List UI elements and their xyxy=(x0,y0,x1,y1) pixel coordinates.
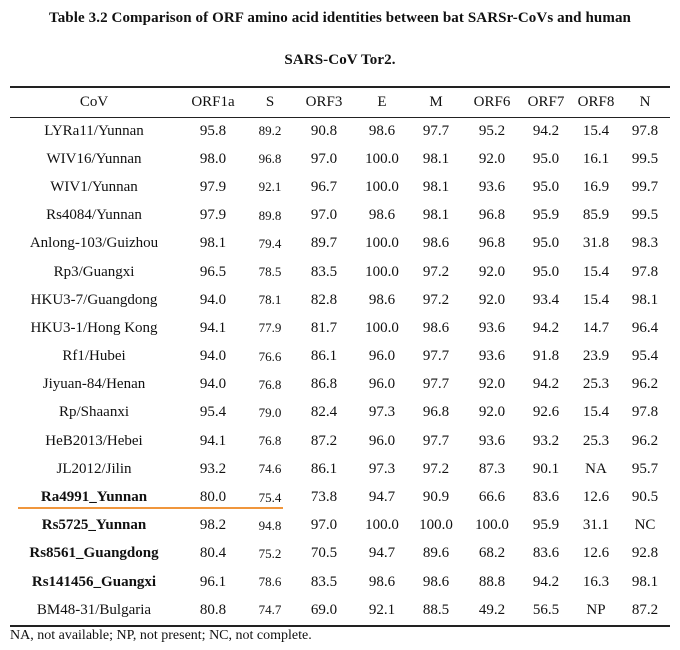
value-cell-orf6: 96.8 xyxy=(478,207,506,224)
value-cell-orf7: 93.2 xyxy=(532,432,560,449)
value-cell-n: 97.8 xyxy=(631,122,659,139)
value-cell-e: 100.0 xyxy=(365,178,399,195)
bottom-rule xyxy=(10,625,670,627)
value-cell-orf3: 83.5 xyxy=(310,573,338,590)
table-row xyxy=(10,230,670,258)
value-cell-e: 100.0 xyxy=(365,319,399,336)
value-cell-orf6: 93.6 xyxy=(478,348,506,365)
table-row xyxy=(10,596,670,624)
highlight-underline xyxy=(18,507,283,509)
value-cell-orf1a: 95.8 xyxy=(199,122,227,139)
value-cell-orf3: 86.1 xyxy=(310,460,338,477)
cov-name-cell: WIV16/Yunnan xyxy=(46,150,142,167)
value-cell-n: 95.7 xyxy=(631,460,659,477)
cov-name-cell: Jiyuan-84/Henan xyxy=(42,376,146,393)
value-cell-n: 96.4 xyxy=(631,319,659,336)
value-cell-orf7: 94.2 xyxy=(532,319,560,336)
value-cell-orf6: 95.2 xyxy=(478,122,506,139)
value-cell-orf1a: 98.1 xyxy=(199,235,227,252)
header-cov: CoV xyxy=(79,94,109,110)
value-cell-orf3: 90.8 xyxy=(310,122,338,139)
cov-name-cell: Rf1/Hubei xyxy=(62,348,126,365)
value-cell-orf3: 69.0 xyxy=(310,601,338,618)
value-cell-s: 79.4 xyxy=(258,235,282,251)
table-body xyxy=(10,117,670,624)
header-s: S xyxy=(265,94,275,110)
value-cell-orf3: 86.1 xyxy=(310,348,338,365)
value-cell-m: 98.1 xyxy=(422,207,450,224)
cov-name-cell: Rp3/Guangxi xyxy=(53,263,135,280)
value-cell-m: 97.7 xyxy=(422,432,450,449)
value-cell-orf7: 83.6 xyxy=(532,545,560,562)
value-cell-orf6: 92.0 xyxy=(478,291,506,308)
value-cell-orf8: 12.6 xyxy=(582,489,610,506)
table-title-line1: Table 3.2 Comparison of ORF amino acid identities between bat SARSr-CoVs and human xyxy=(48,10,631,26)
value-cell-orf6: 92.0 xyxy=(478,263,506,280)
value-cell-orf7: 91.8 xyxy=(532,348,560,365)
value-cell-orf7: 56.5 xyxy=(532,601,560,618)
value-cell-e: 96.0 xyxy=(368,376,396,393)
value-cell-m: 98.1 xyxy=(422,150,450,167)
table-row xyxy=(10,173,670,201)
table-row xyxy=(10,286,670,314)
table-row xyxy=(10,258,670,286)
value-cell-orf6: 93.6 xyxy=(478,178,506,195)
cov-name-cell: HKU3-1/Hong Kong xyxy=(30,319,158,336)
value-cell-orf7: 95.0 xyxy=(532,178,560,195)
value-cell-orf8: NP xyxy=(586,601,606,618)
value-cell-n: 97.8 xyxy=(631,263,659,280)
value-cell-e: 100.0 xyxy=(365,150,399,167)
value-cell-orf8: 23.9 xyxy=(582,348,610,365)
value-cell-orf7: 83.6 xyxy=(532,489,560,506)
value-cell-s: 78.1 xyxy=(258,292,282,308)
value-cell-n: 96.2 xyxy=(631,376,659,393)
value-cell-e: 96.0 xyxy=(368,432,396,449)
value-cell-orf6: 66.6 xyxy=(478,489,506,506)
value-cell-orf8: 15.4 xyxy=(582,404,610,421)
value-cell-s: 89.8 xyxy=(258,207,282,223)
table-row xyxy=(10,314,670,342)
cov-name-cell: Rs4084/Yunnan xyxy=(46,207,142,224)
value-cell-n: 96.2 xyxy=(631,432,659,449)
value-cell-m: 90.9 xyxy=(422,489,450,506)
value-cell-orf3: 82.8 xyxy=(310,291,338,308)
value-cell-orf3: 73.8 xyxy=(310,489,338,506)
value-cell-orf3: 96.7 xyxy=(310,178,338,195)
header-n: N xyxy=(639,94,651,110)
value-cell-orf8: 12.6 xyxy=(582,545,610,562)
value-cell-e: 98.6 xyxy=(368,122,396,139)
table-row xyxy=(10,145,670,173)
cov-name-cell: Anlong-103/Guizhou xyxy=(29,235,159,252)
value-cell-orf1a: 97.9 xyxy=(199,207,227,224)
cov-name-cell: Rs5725_Yunnan xyxy=(41,517,147,534)
value-cell-orf7: 95.0 xyxy=(532,263,560,280)
cov-name-cell: Rs8561_Guangdong xyxy=(29,545,159,562)
value-cell-orf1a: 94.1 xyxy=(199,319,227,336)
table-row xyxy=(10,202,670,230)
value-cell-orf7: 94.2 xyxy=(532,573,560,590)
value-cell-orf8: 25.3 xyxy=(582,432,610,449)
value-cell-orf6: 100.0 xyxy=(475,517,509,534)
value-cell-m: 100.0 xyxy=(419,517,453,534)
header-e: E xyxy=(377,94,387,110)
value-cell-orf8: 16.9 xyxy=(582,178,610,195)
value-cell-orf6: 68.2 xyxy=(478,545,506,562)
footnote: NA, not available; NP, not present; NC, not complete. xyxy=(10,628,312,643)
value-cell-n: 99.7 xyxy=(631,178,659,195)
value-cell-e: 98.6 xyxy=(368,207,396,224)
cov-name-cell: BM48-31/Bulgaria xyxy=(36,601,152,618)
value-cell-s: 92.1 xyxy=(258,179,282,195)
value-cell-orf1a: 96.1 xyxy=(199,573,227,590)
value-cell-s: 94.8 xyxy=(258,517,282,533)
table-row xyxy=(10,343,670,371)
value-cell-m: 96.8 xyxy=(422,404,450,421)
value-cell-orf8: 31.8 xyxy=(582,235,610,252)
value-cell-orf1a: 98.0 xyxy=(199,150,227,167)
value-cell-n: 98.1 xyxy=(631,573,659,590)
value-cell-s: 78.5 xyxy=(258,264,282,280)
value-cell-s: 76.8 xyxy=(258,433,282,449)
value-cell-orf7: 95.9 xyxy=(532,207,560,224)
value-cell-orf1a: 93.2 xyxy=(199,460,227,477)
value-cell-orf7: 94.2 xyxy=(532,122,560,139)
value-cell-n: 97.8 xyxy=(631,404,659,421)
value-cell-orf8: 25.3 xyxy=(582,376,610,393)
value-cell-orf8: 15.4 xyxy=(582,263,610,280)
value-cell-s: 77.9 xyxy=(258,320,282,336)
value-cell-n: 95.4 xyxy=(631,348,659,365)
value-cell-orf1a: 94.0 xyxy=(199,348,227,365)
value-cell-m: 98.1 xyxy=(422,178,450,195)
value-cell-s: 79.0 xyxy=(258,404,282,420)
value-cell-n: 98.1 xyxy=(631,291,659,308)
cov-name-cell: WIV1/Yunnan xyxy=(50,178,138,195)
value-cell-orf7: 90.1 xyxy=(532,460,560,477)
value-cell-e: 92.1 xyxy=(368,601,396,618)
table-row xyxy=(10,455,670,483)
value-cell-orf3: 89.7 xyxy=(310,235,338,252)
value-cell-e: 98.6 xyxy=(368,291,396,308)
value-cell-orf1a: 94.0 xyxy=(199,376,227,393)
cov-name-cell: JL2012/Jilin xyxy=(56,460,132,477)
value-cell-e: 94.7 xyxy=(368,489,396,506)
value-cell-orf3: 82.4 xyxy=(310,404,338,421)
value-cell-orf6: 96.8 xyxy=(478,235,506,252)
value-cell-orf1a: 94.1 xyxy=(199,432,227,449)
value-cell-s: 78.6 xyxy=(258,574,282,590)
value-cell-orf8: 15.4 xyxy=(582,122,610,139)
value-cell-s: 75.2 xyxy=(258,545,282,561)
value-cell-orf8: 31.1 xyxy=(582,517,610,534)
cov-name-cell: Rs141456_Guangxi xyxy=(31,573,157,590)
table-row xyxy=(10,512,670,540)
value-cell-orf8: 15.4 xyxy=(582,291,610,308)
value-cell-orf3: 83.5 xyxy=(310,263,338,280)
cov-name-cell: Ra4991_Yunnan xyxy=(40,489,148,506)
value-cell-e: 100.0 xyxy=(365,235,399,252)
header-orf6: ORF6 xyxy=(473,94,511,110)
table-row xyxy=(10,568,670,596)
cov-name-cell: HeB2013/Hebei xyxy=(45,432,143,449)
value-cell-orf7: 95.9 xyxy=(532,517,560,534)
header-orf1a: ORF1a xyxy=(191,94,235,110)
value-cell-e: 100.0 xyxy=(365,263,399,280)
table-row xyxy=(10,427,670,455)
table-row xyxy=(10,371,670,399)
value-cell-orf3: 70.5 xyxy=(310,545,338,562)
value-cell-orf7: 92.6 xyxy=(532,404,560,421)
cov-name-cell: Rp/Shaanxi xyxy=(59,404,129,421)
table-title-line2: SARS-CoV Tor2. xyxy=(284,52,396,68)
table-row xyxy=(10,540,670,568)
value-cell-orf6: 88.8 xyxy=(478,573,506,590)
table-row xyxy=(10,399,670,427)
value-cell-s: 76.8 xyxy=(258,376,282,392)
value-cell-m: 98.6 xyxy=(422,319,450,336)
value-cell-orf1a: 95.4 xyxy=(199,404,227,421)
header-orf7: ORF7 xyxy=(527,94,565,110)
value-cell-orf7: 95.0 xyxy=(532,150,560,167)
value-cell-n: 87.2 xyxy=(631,601,659,618)
value-cell-m: 97.2 xyxy=(422,460,450,477)
value-cell-n: NC xyxy=(634,517,656,534)
value-cell-n: 98.3 xyxy=(631,235,659,252)
value-cell-e: 100.0 xyxy=(365,517,399,534)
orf-identity-table xyxy=(10,88,670,624)
header-m: M xyxy=(429,94,443,110)
header-orf3: ORF3 xyxy=(305,94,343,110)
value-cell-e: 96.0 xyxy=(368,348,396,365)
value-cell-orf6: 92.0 xyxy=(478,404,506,421)
value-cell-m: 97.2 xyxy=(422,291,450,308)
value-cell-m: 98.6 xyxy=(422,573,450,590)
value-cell-n: 90.5 xyxy=(631,489,659,506)
value-cell-orf1a: 96.5 xyxy=(199,263,227,280)
value-cell-orf7: 93.4 xyxy=(532,291,560,308)
value-cell-e: 97.3 xyxy=(368,460,396,477)
value-cell-n: 99.5 xyxy=(631,150,659,167)
value-cell-orf3: 97.0 xyxy=(310,150,338,167)
value-cell-m: 88.5 xyxy=(422,601,450,618)
value-cell-orf3: 87.2 xyxy=(310,432,338,449)
value-cell-m: 97.2 xyxy=(422,263,450,280)
value-cell-orf1a: 98.2 xyxy=(199,517,227,534)
value-cell-orf8: 16.3 xyxy=(582,573,610,590)
value-cell-n: 99.5 xyxy=(631,207,659,224)
value-cell-s: 96.8 xyxy=(258,151,282,167)
value-cell-m: 97.7 xyxy=(422,348,450,365)
value-cell-orf8: 14.7 xyxy=(582,319,610,336)
value-cell-s: 89.2 xyxy=(258,123,282,139)
value-cell-orf3: 97.0 xyxy=(310,517,338,534)
value-cell-orf1a: 80.8 xyxy=(199,601,227,618)
value-cell-s: 75.4 xyxy=(258,489,282,505)
value-cell-orf8: NA xyxy=(585,460,607,477)
value-cell-orf6: 93.6 xyxy=(478,319,506,336)
cov-name-cell: LYRa11/Yunnan xyxy=(44,122,144,139)
value-cell-m: 89.6 xyxy=(422,545,450,562)
value-cell-orf3: 97.0 xyxy=(310,207,338,224)
value-cell-orf6: 49.2 xyxy=(478,601,506,618)
table-row xyxy=(10,117,670,145)
value-cell-e: 94.7 xyxy=(368,545,396,562)
value-cell-n: 92.8 xyxy=(631,545,659,562)
header-row xyxy=(10,88,670,117)
value-cell-m: 97.7 xyxy=(422,122,450,139)
value-cell-orf1a: 94.0 xyxy=(199,291,227,308)
value-cell-e: 97.3 xyxy=(368,404,396,421)
value-cell-s: 76.6 xyxy=(258,348,282,364)
value-cell-orf6: 92.0 xyxy=(478,376,506,393)
value-cell-orf6: 92.0 xyxy=(478,150,506,167)
value-cell-e: 98.6 xyxy=(368,573,396,590)
value-cell-m: 98.6 xyxy=(422,235,450,252)
value-cell-orf6: 93.6 xyxy=(478,432,506,449)
value-cell-orf6: 87.3 xyxy=(478,460,506,477)
value-cell-orf8: 85.9 xyxy=(582,207,610,224)
value-cell-orf1a: 80.0 xyxy=(199,489,227,506)
value-cell-s: 74.6 xyxy=(258,461,282,477)
value-cell-s: 74.7 xyxy=(258,602,282,618)
value-cell-orf1a: 97.9 xyxy=(199,178,227,195)
cov-name-cell: HKU3-7/Guangdong xyxy=(30,291,158,308)
value-cell-m: 97.7 xyxy=(422,376,450,393)
value-cell-orf8: 16.1 xyxy=(582,150,610,167)
value-cell-orf7: 95.0 xyxy=(532,235,560,252)
value-cell-orf3: 81.7 xyxy=(310,319,338,336)
header-orf8: ORF8 xyxy=(577,94,615,110)
value-cell-orf3: 86.8 xyxy=(310,376,338,393)
value-cell-orf1a: 80.4 xyxy=(199,545,227,562)
value-cell-orf7: 94.2 xyxy=(532,376,560,393)
